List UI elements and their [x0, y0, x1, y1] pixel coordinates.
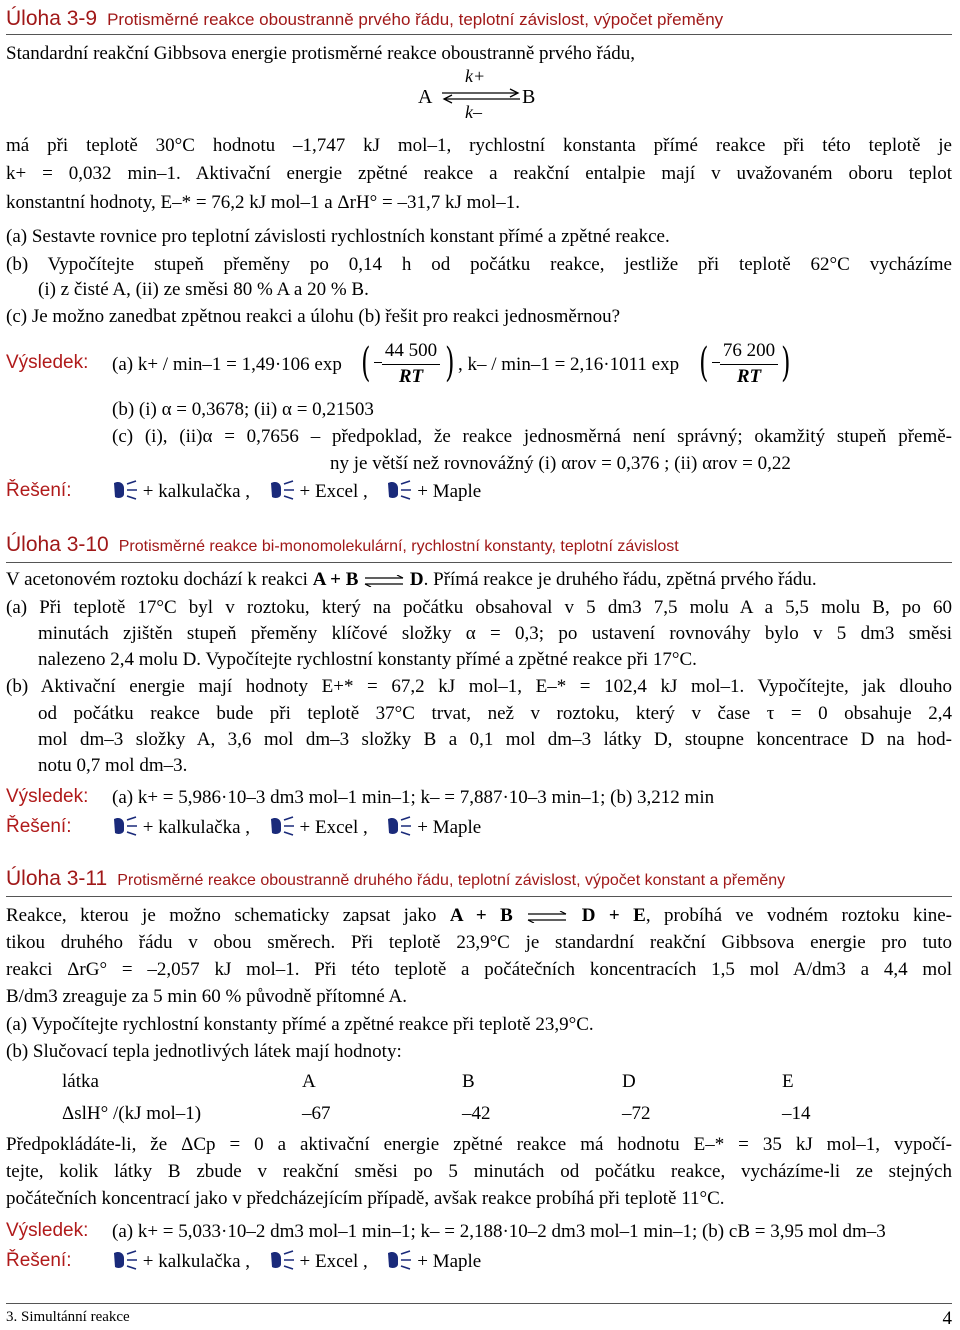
question-b-cont: (i) z čisté A, (ii) ze směsi 80 % A a 20 % B.	[38, 279, 369, 300]
table-cell: E	[782, 1071, 794, 1092]
result-c-cont: ny je větší než rovnovážný (i) αrov = 0,376 ; (ii) αrov = 0,22	[330, 453, 791, 474]
table-cell: B	[462, 1071, 475, 1092]
divider	[6, 34, 952, 35]
question-c: (c) Je možno zanedbat zpětnou reakci a úlohu (b) řešit pro reakci jednosměrnou?	[6, 306, 621, 327]
speaker-icon	[269, 480, 295, 500]
question-b-cont: notu 0,7 mol dm–3.	[38, 755, 188, 776]
calculator-link[interactable]: + kalkulačka ,	[112, 817, 250, 838]
result-text: (a) k+ = 5,986·10–3 dm3 mol–1 min–1; k– = 7,887·10–3 min–1; (b) 3,212 min	[112, 787, 715, 808]
rate-constant-backward: k–	[465, 102, 482, 122]
question-a: (a) Sestavte rovnice pro teplotní závislosti rychlostních konstant přímé a zpětné reakce.	[6, 226, 670, 247]
paren-left: (	[699, 340, 709, 386]
fraction-denominator: RT	[398, 366, 424, 387]
result-b: (b) (i) α = 0,3678; (ii) α = 0,21503	[112, 399, 374, 420]
question-b: (b) Aktivační energie mají hodnoty E+* = 67,2 kJ mol–1, E–* = 102,4 kJ mol–1. Vypočítejte, jak dlouho	[6, 676, 952, 697]
fraction-numerator: 76 200	[722, 340, 776, 361]
solution-label: Řešení:	[6, 816, 72, 837]
result-c: (c) (i), (ii)α = 0,7656 – předpoklad, že reakce jednosměrná není správný; okamžitý stupeň přemě-	[112, 426, 952, 447]
task-number: Úloha 3-11	[6, 867, 108, 890]
speaker-icon	[112, 480, 138, 500]
question-b: (b) Slučovací tepla jednotlivých látek mají hodnoty:	[6, 1041, 402, 1062]
table-cell: A	[302, 1071, 316, 1092]
paragraph-line: Standardní reakční Gibbsova energie protisměrné reakce oboustranně prvého řádu,	[6, 43, 636, 64]
table-cell: –67	[302, 1103, 331, 1124]
speaker-icon	[386, 1250, 412, 1270]
result-text: (a) k+ = 5,033·10–2 dm3 mol–1 min–1; k– = 2,188·10–2 dm3 mol–1 min–1; (b) cB = 3,95 mol dm–3	[112, 1221, 886, 1242]
paren-left: (	[361, 340, 371, 386]
reactant-a: A	[418, 86, 433, 108]
question-a-cont: minutách zjištěn stupeň přeměny klíčové složky α = 0,3; po ustavení rovnováhy bylo v 5 dm3 směsi	[38, 623, 952, 644]
paren-right: )	[445, 340, 455, 386]
fraction-denominator: RT	[736, 366, 762, 387]
table-row	[62, 1098, 902, 1130]
solution-links	[112, 1250, 952, 1274]
table-cell: ΔslH° /(kJ mol–1)	[62, 1103, 202, 1124]
rate-constant-forward: k+	[465, 66, 486, 86]
task-3-9-heading	[6, 6, 952, 33]
speaker-icon	[269, 816, 295, 836]
page-number: 4	[942, 1308, 952, 1329]
speaker-icon	[112, 816, 138, 836]
fraction-bar	[720, 364, 778, 365]
result-a-part1: (a) k+ / min–1 = 1,49·106 exp	[112, 354, 342, 375]
task-topic: Protisměrné reakce oboustranně prvého řádu, teplotní závislost, výpočet přeměny	[107, 10, 724, 29]
result-a-formula	[112, 336, 792, 392]
result-label: Výsledek:	[6, 786, 89, 807]
equilibrium-arrow-icon	[526, 911, 568, 923]
solution-links	[112, 480, 952, 504]
task-topic: Protisměrné reakce oboustranně druhého řádu, teplotní závislost, výpočet konstant a přeměny	[117, 872, 786, 889]
calculator-link[interactable]: + kalkulačka ,	[112, 1251, 250, 1272]
question-a-cont: nalezeno 2,4 molu D. Vypočítejte rychlostní konstanty přímé a zpětné reakce při 17°C.	[38, 649, 697, 670]
minus-sign	[374, 362, 382, 363]
calculator-link[interactable]: + kalkulačka ,	[112, 481, 250, 502]
product-b: B	[522, 86, 536, 108]
question-b-cont: mol dm–3 složky A, 3,6 mol dm–3 složky B a 0,1 mol dm–3 látky D, stoupne koncentrace D na hod-	[38, 729, 952, 750]
paragraph-line: reakci ΔrG° = –2,057 kJ mol–1. Při této teplotě a počátečních koncentracích 1,5 mol A/dm3 a 4,4 mol	[6, 959, 952, 980]
table-header-row	[62, 1066, 902, 1098]
question-a: (a) Při teplotě 17°C byl v roztoku, který na počátku obsahoval v 5 dm3 7,5 molu A a 5,5 molu B, po 60	[6, 597, 952, 618]
question-b: (b) Vypočítejte stupeň přeměny po 0,14 h od počátku reakce, jestliže při teplotě 62°C vycházíme	[6, 254, 952, 275]
question-b-cont: od počátku reakce bude při teplotě 37°C trvat, než v roztoku, který v čase τ = 0 obsahuje 2,4	[38, 703, 952, 724]
paragraph-line: Reakce, kterou je možno schematicky zapsat jako A + B D + E, probíhá ve vodném roztoku kine-	[6, 905, 953, 926]
equilibrium-arrow-icon	[363, 575, 405, 587]
reaction-scheme	[418, 66, 558, 126]
excel-link[interactable]: + Excel ,	[269, 817, 368, 838]
maple-link[interactable]: + Maple	[386, 481, 481, 502]
table-cell: –14	[782, 1103, 811, 1124]
task-number: Úloha 3-10	[6, 533, 109, 556]
maple-link[interactable]: + Maple	[386, 817, 481, 838]
table-cell: D	[622, 1071, 636, 1092]
paragraph-line: tikou druhého řádu v obou směrech. Při teplotě 23,9°C je standardní reakční Gibbsova energie pro tuto	[6, 932, 952, 953]
enthalpy-table	[62, 1066, 902, 1130]
speaker-icon	[386, 480, 412, 500]
table-cell: –42	[462, 1103, 491, 1124]
paragraph-line: konstantní hodnoty, E–* = 76,2 kJ mol–1 a ΔrH° = –31,7 kJ mol–1.	[6, 192, 520, 213]
table-cell: –72	[622, 1103, 651, 1124]
paragraph-line: Předpokládáte-li, že ΔCp = 0 a aktivační energie zpětné reakce má hodnotu E–* = 35 kJ mol–1, vypočí-	[6, 1134, 952, 1155]
paren-right: )	[781, 340, 791, 386]
divider	[6, 562, 952, 563]
task-topic: Protisměrné reakce bi-monomolekulární, rychlostní konstanty, teplotní závislost	[118, 538, 679, 555]
task-3-11-heading	[6, 866, 952, 894]
solution-label: Řešení:	[6, 1250, 72, 1271]
result-label: Výsledek:	[6, 352, 89, 373]
excel-link[interactable]: + Excel ,	[269, 1251, 368, 1272]
paragraph-line: tejte, kolik látky B zbude v reakční směsi po 5 minutách od počátku reakce, vycházíme-li ze stejných	[6, 1161, 952, 1182]
result-a-part2: , k– / min–1 = 2,16·1011 exp	[458, 354, 680, 375]
task-number: Úloha 3-9	[6, 7, 98, 30]
paragraph-line: V acetonovém roztoku dochází k reakci A + B D. Přímá reakce je druhého řádu, zpětná prvého řádu.	[6, 569, 817, 590]
paragraph-line: má při teplotě 30°C hodnotu –1,747 kJ mol–1, rychlostní konstanta přímé reakce při této teplotě je	[6, 135, 952, 156]
minus-sign	[712, 362, 720, 363]
maple-link[interactable]: + Maple	[386, 1251, 481, 1272]
fraction-numerator: 44 500	[384, 340, 438, 361]
task-3-10-heading	[6, 532, 952, 560]
solution-links	[112, 816, 952, 840]
result-label: Výsledek:	[6, 1220, 89, 1241]
excel-link[interactable]: + Excel ,	[269, 481, 368, 502]
speaker-icon	[386, 816, 412, 836]
divider	[6, 896, 952, 897]
question-a: (a) Vypočítejte rychlostní konstanty přímé a zpětné reakce při teplotě 23,9°C.	[6, 1014, 594, 1035]
paragraph-line: počátečních koncentrací jako v předcházejícím případě, avšak reakce probíhá při teplotě 11°C.	[6, 1188, 725, 1209]
paragraph-line: B/dm3 zreaguje za 5 min 60 % původně přítomné A.	[6, 986, 408, 1007]
table-cell: látka	[62, 1071, 99, 1092]
footer-chapter: 3. Simultánní reakce	[6, 1309, 130, 1325]
paragraph-line: k+ = 0,032 min–1. Aktivační energie zpětné reakce a reakční entalpie mají v uvažovaném oboru teplot	[6, 163, 952, 184]
speaker-icon	[112, 1250, 138, 1270]
speaker-icon	[269, 1250, 295, 1270]
fraction-bar	[382, 364, 440, 365]
footer-divider	[6, 1303, 952, 1304]
solution-label: Řešení:	[6, 480, 72, 501]
